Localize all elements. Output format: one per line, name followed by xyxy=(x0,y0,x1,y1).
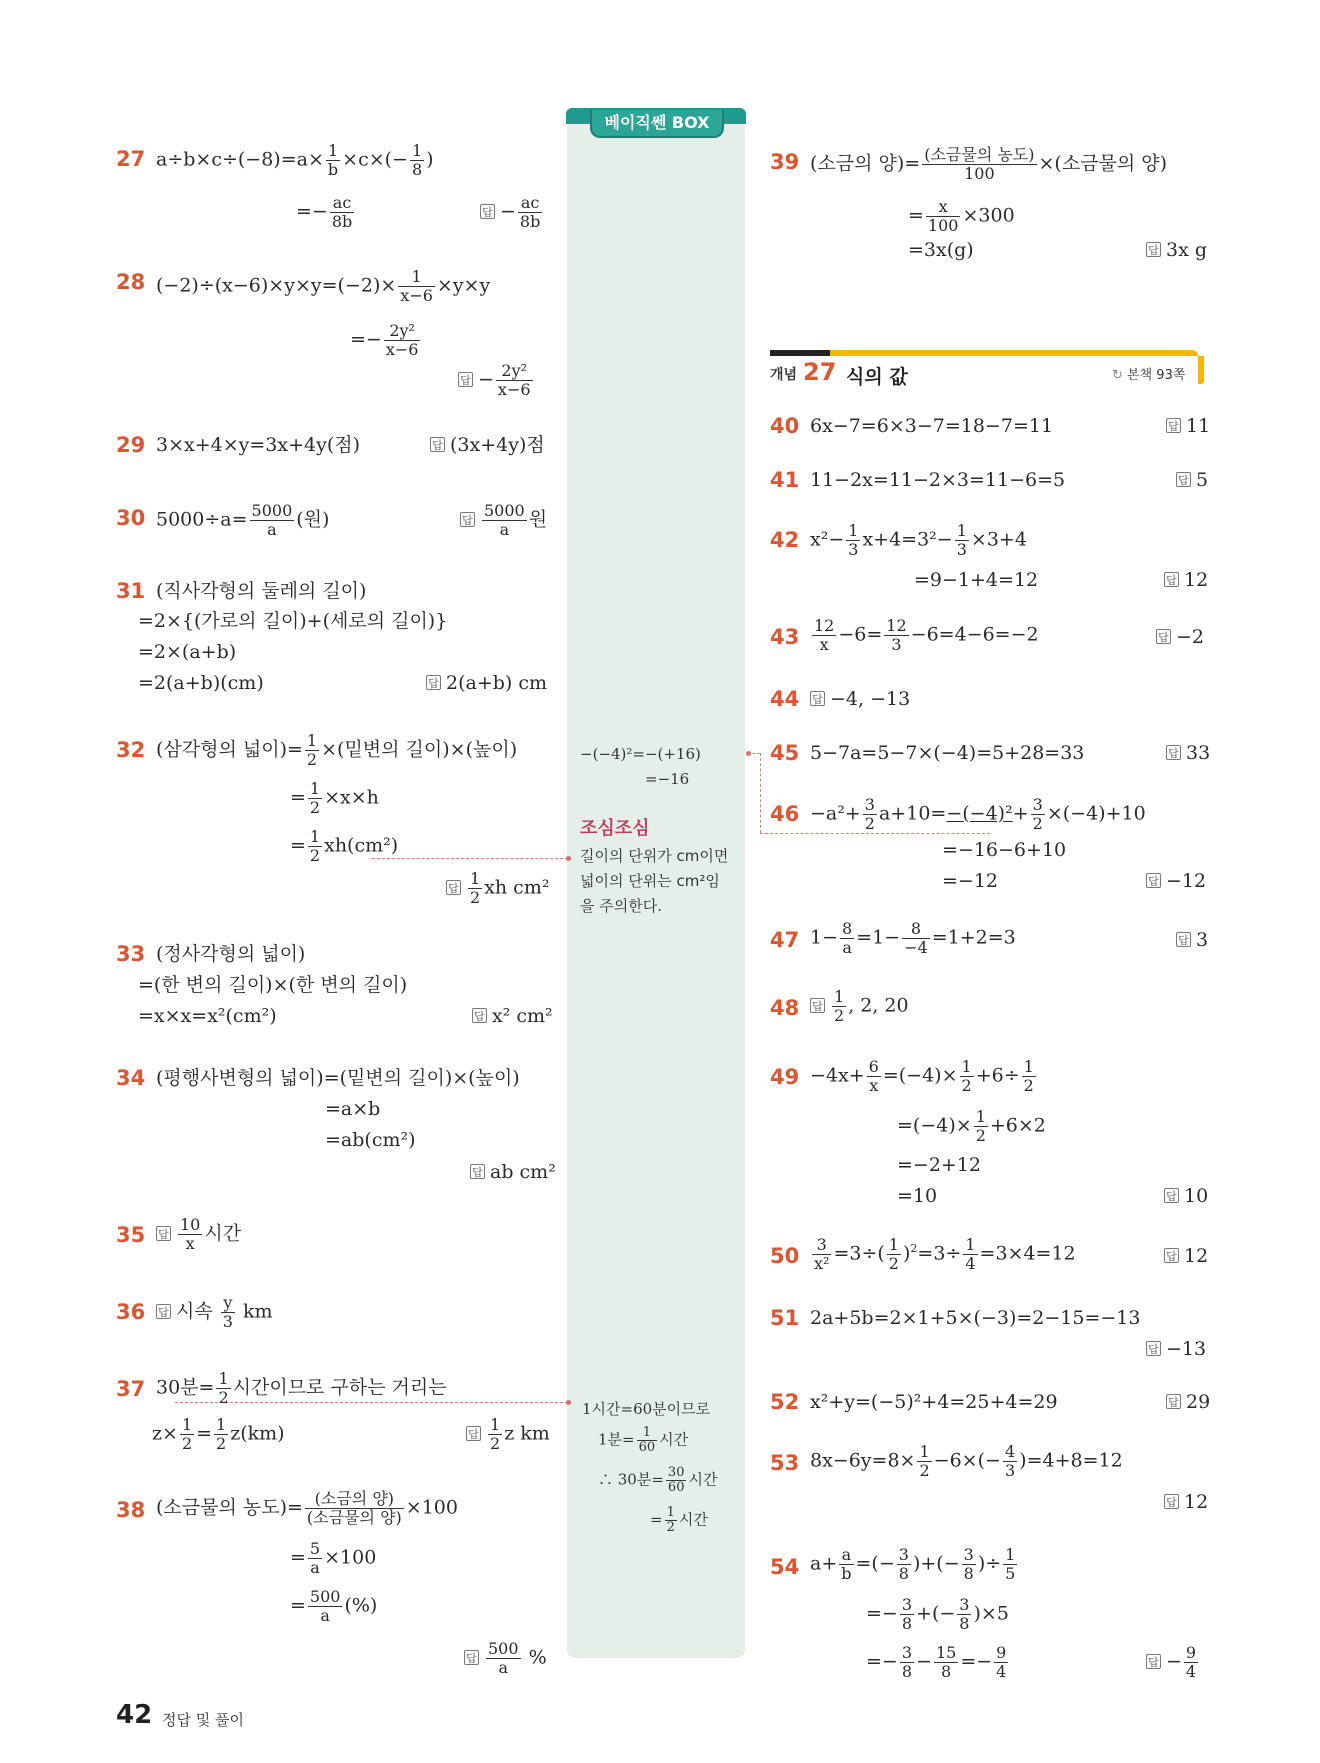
answer-mark-icon: 답 xyxy=(464,1650,479,1665)
p37-answer: 답 $\frac{1}{2}$ z km xyxy=(466,1416,550,1453)
answer-mark-icon: 답 xyxy=(1164,1494,1179,1509)
answer-mark-icon: 답 xyxy=(1164,1188,1179,1203)
note-square-line2: =−16 xyxy=(645,770,690,788)
problem-number: 38 xyxy=(116,1498,146,1522)
answer-mark-icon: 답 xyxy=(1166,418,1181,433)
p53-line1: 8x−6y=8× $\frac{1}{2}$ −6×(− $\frac{4}{3}$ )=4+8=12 xyxy=(810,1442,1123,1480)
answer-mark-icon: 답 xyxy=(1166,1394,1181,1409)
note-time-line4: = $\frac{1}{2}$ 시간 xyxy=(650,1505,708,1535)
problem-number: 50 xyxy=(770,1244,800,1268)
problem-number: 49 xyxy=(770,1065,800,1089)
p38-answer: 답 $\frac{500}{a}$ % xyxy=(464,1640,547,1677)
problem-number: 47 xyxy=(770,928,800,952)
problem-number: 33 xyxy=(116,942,146,966)
p39-line2: = $\frac{x}{100}$ ×300 xyxy=(908,197,1015,235)
p36-answer: 답 시속 $\frac{y}{3}$ km xyxy=(156,1294,273,1331)
p34-line2: =a×b xyxy=(325,1098,381,1120)
note-square-line1: −(−4)²=−(+16) xyxy=(580,745,701,763)
p28-line2: =− $\frac{\text{2y²}}{x-6}$ xyxy=(350,321,419,359)
p32-line2: = $\frac{1}{2}$ ×x×h xyxy=(290,779,379,817)
p40-line1: 6x−7=6×3−7=18−7=11 xyxy=(810,415,1054,437)
section-number: 27 xyxy=(803,358,837,386)
p49-line3: =−2+12 xyxy=(897,1154,982,1176)
p48-answer: 답 $\frac{1}{2}$ , 2, 20 xyxy=(810,988,909,1025)
p27-answer: 답 − $\frac{ac}{8b}$ xyxy=(480,194,544,231)
p31-line1: (직사각형의 둘레의 길이) xyxy=(156,580,367,602)
p54-line3: =− $\frac{3}{8}$ − $\frac{15}{8}$ =− $\frac{9}{4}$ xyxy=(866,1643,1007,1681)
refresh-icon: ↻ xyxy=(1112,368,1123,383)
answer-mark-icon: 답 xyxy=(1156,629,1171,644)
answer-mark-icon: 답 xyxy=(430,437,445,452)
section-ref: ↻ 본책 93쪽 xyxy=(1112,368,1186,383)
p46-line2: =−16−6+10 xyxy=(942,839,1067,861)
p42-line2: =9−1+4=12 xyxy=(914,569,1039,591)
answer-mark-icon: 답 xyxy=(1164,1248,1179,1263)
problem-number: 41 xyxy=(770,468,800,492)
p50-line1: $\frac{3}{\text{x²}}$ =3÷( $\frac{1}{2}$ )$^2$=3÷ $\frac{1}{4}$ =3×4=12 xyxy=(814,1235,1076,1273)
p41-line1: 11−2x=11−2×3=11−6=5 xyxy=(810,469,1066,491)
caution-line2: 넓이의 단위는 cm²임 xyxy=(580,872,720,890)
p32-line3: = $\frac{1}{2}$ xh(cm²) xyxy=(290,827,399,865)
problem-number: 42 xyxy=(770,528,800,552)
p46-line3: =−12 xyxy=(942,870,999,892)
problem-number: 31 xyxy=(116,579,146,603)
p52-line1: x²+y=(−5)²+4=25+4=29 xyxy=(810,1391,1058,1413)
note-time-line1: 1시간=60분이므로 xyxy=(582,1400,711,1418)
page-number: 42 xyxy=(116,1700,153,1730)
answer-mark-icon: 답 xyxy=(460,512,475,527)
p28-answer: 답 − $\frac{\text{2y²}}{x-6}$ xyxy=(458,362,535,399)
connector-46-h2 xyxy=(760,833,990,834)
p45-answer: 답 33 xyxy=(1166,741,1210,765)
connector-dot-37 xyxy=(566,1400,571,1405)
problem-number: 27 xyxy=(116,147,146,171)
basic-box-title: 베이직쎈 BOX xyxy=(590,110,724,138)
p37-line2: z× $\frac{1}{2}$ = $\frac{1}{2}$ z(km) xyxy=(152,1415,285,1453)
p29-answer: 답 (3x+4y)점 xyxy=(430,433,545,457)
answer-mark-icon: 답 xyxy=(1166,745,1181,760)
problem-number: 54 xyxy=(770,1555,800,1579)
p27-line2: =− $\frac{ac}{8b}$ xyxy=(296,193,353,231)
p44-answer: 답 −4, −13 xyxy=(810,687,910,711)
p32-answer: 답 $\frac{1}{2}$ xh cm² xyxy=(446,870,549,907)
problem-number: 51 xyxy=(770,1306,800,1330)
p33-answer: 답 x² cm² xyxy=(472,1004,553,1028)
p47-line1: 1− $\frac{8}{a}$ =1− $\frac{8}{-4}$ =1+2=3 xyxy=(810,919,1016,957)
p38-line2: = $\frac{5}{a}$ ×100 xyxy=(290,1539,377,1577)
problem-number: 34 xyxy=(116,1066,146,1090)
p54-line2: =− $\frac{3}{8}$ +(− $\frac{3}{8}$ )×5 xyxy=(866,1595,1009,1633)
answer-mark-icon: 답 xyxy=(446,880,461,895)
section-bar-yellow-end xyxy=(1198,356,1204,384)
problem-number: 30 xyxy=(116,506,146,530)
answer-mark-icon: 답 xyxy=(1164,572,1179,587)
answer-mark-icon: 답 xyxy=(466,1426,481,1441)
footer-label: 정답 및 풀이 xyxy=(162,1711,244,1729)
p39-line1: (소금의 양)= (소금물의 농도) 100 ×(소금물의 양) xyxy=(810,145,1168,183)
p39-answer: 답 3x g xyxy=(1146,238,1207,262)
p30-line1: 5000÷a= $\frac{5000}{a}$ (원) xyxy=(156,501,330,539)
answer-mark-icon: 답 xyxy=(1176,932,1191,947)
problem-number: 45 xyxy=(770,741,800,765)
p33-line3: =x×x=x²(cm²) xyxy=(138,1005,277,1027)
p49-line1: −4x+ $\frac{6}{x}$ =(−4)× $\frac{1}{2}$ +6÷ $\frac{1}{2}$ xyxy=(810,1057,1034,1095)
p49-answer: 답 10 xyxy=(1164,1184,1208,1208)
problem-number: 28 xyxy=(116,270,146,294)
answer-mark-icon: 답 xyxy=(470,1164,485,1179)
section-prefix: 개념 xyxy=(770,367,798,383)
p34-answer: 답 ab cm² xyxy=(470,1160,556,1184)
p31-line2: =2×{(가로의 길이)+(세로의 길이)} xyxy=(138,610,448,632)
p50-answer: 답 12 xyxy=(1164,1244,1208,1268)
p34-line3: =ab(cm²) xyxy=(325,1129,416,1151)
p29-line1: 3×x+4×y=3x+4y(점) xyxy=(156,434,361,456)
p53-answer: 답 12 xyxy=(1164,1490,1208,1514)
p43-answer: 답 −2 xyxy=(1156,625,1204,649)
caution-title: 조심조심 xyxy=(580,818,650,839)
p42-line1: x²− $\frac{1}{3}$ x+4=3²− $\frac{1}{3}$ ×3+4 xyxy=(810,521,1027,559)
p45-line1: 5−7a=5−7×(−4)=5+28=33 xyxy=(810,742,1085,764)
note-time-line3: ∴ 30분= $\frac{30}{60}$ 시간 xyxy=(598,1465,718,1495)
problem-number: 46 xyxy=(770,802,800,826)
p30-answer: 답 $\frac{5000}{a}$ 원 xyxy=(460,502,547,539)
answer-mark-icon: 답 xyxy=(472,1008,487,1023)
p34-line1: (평행사변형의 넓이)=(밑변의 길이)×(높이) xyxy=(156,1067,520,1089)
answer-mark-icon: 답 xyxy=(426,675,441,690)
p27-line1: a÷b×c÷(−8)=a× $\frac{1}{b}$ ×c×(− $\frac{1}{8}$ ) xyxy=(156,141,434,179)
caution-line3: 을 주의한다. xyxy=(580,897,662,915)
answer-mark-icon: 답 xyxy=(480,204,495,219)
note-time-line2: 1분= $\frac{1}{60}$ 시간 xyxy=(598,1425,689,1455)
p33-line2: =(한 변의 길이)×(한 변의 길이) xyxy=(138,974,408,996)
problem-number: 43 xyxy=(770,625,800,649)
p32-line1: (삼각형의 넓이)= $\frac{1}{2}$ ×(밑변의 길이)×(높이) xyxy=(156,731,518,769)
section-bar-dark xyxy=(770,350,830,356)
problem-number: 40 xyxy=(770,414,800,438)
section-bar-yellow xyxy=(830,350,1198,356)
p46-answer: 답 −12 xyxy=(1146,869,1206,893)
connector-46-v xyxy=(760,753,761,833)
answer-mark-icon: 답 xyxy=(1176,472,1191,487)
p37-line1: 30분= $\frac{1}{2}$ 시간이므로 구하는 거리는 xyxy=(156,1369,447,1407)
problem-number: 29 xyxy=(116,433,146,457)
p40-answer: 답 11 xyxy=(1166,414,1210,438)
p49-line2: =(−4)× $\frac{1}{2}$ +6×2 xyxy=(897,1107,1046,1145)
answer-mark-icon: 답 xyxy=(1146,873,1161,888)
p46-line1: −a²+ $\frac{3}{2}$ a+10=−(−4)²+ $\frac{3}{2}$ ×(−4)+10 xyxy=(810,795,1146,833)
answer-mark-icon: 답 xyxy=(1146,1341,1161,1356)
problem-number: 36 xyxy=(116,1300,146,1324)
p47-answer: 답 3 xyxy=(1176,928,1208,952)
connector-46-h1 xyxy=(748,753,760,754)
p38-line3: = $\frac{500}{a}$ (%) xyxy=(290,1587,378,1625)
p31-line3: =2×(a+b) xyxy=(138,641,237,663)
answer-mark-icon: 답 xyxy=(1146,242,1161,257)
p38-line1: (소금물의 농도)= (소금의 양) (소금물의 양) ×100 xyxy=(156,1489,458,1527)
answer-mark-icon: 답 xyxy=(810,691,825,706)
p43-line1: $\frac{12}{x}$ −6= $\frac{12}{3}$ −6=4−6=−2 xyxy=(814,616,1039,654)
p51-line1: 2a+5b=2×1+5×(−3)=2−15=−13 xyxy=(810,1307,1141,1329)
connector-32 xyxy=(372,858,568,859)
p28-line1: (−2)÷(x−6)×y×y=(−2)× $\frac{1}{x-6}$ ×y×y xyxy=(156,267,491,305)
answer-mark-icon: 답 xyxy=(810,998,825,1013)
problem-number: 39 xyxy=(770,150,800,174)
answer-mark-icon: 답 xyxy=(156,1226,171,1241)
problem-number: 37 xyxy=(116,1377,146,1401)
p35-answer: 답 $\frac{10}{x}$ 시간 xyxy=(156,1216,241,1253)
p39-line3: =3x(g) xyxy=(908,239,974,261)
p42-answer: 답 12 xyxy=(1164,568,1208,592)
caution-line1: 길이의 단위가 cm이면 xyxy=(580,847,729,865)
problem-number: 52 xyxy=(770,1390,800,1414)
p54-answer: 답 − $\frac{9}{4}$ xyxy=(1146,1644,1200,1681)
section-title: 식의 값 xyxy=(846,366,908,388)
problem-number: 32 xyxy=(116,738,146,762)
p31-answer: 답 2(a+b) cm xyxy=(426,671,547,695)
answer-mark-icon: 답 xyxy=(458,372,473,387)
p52-answer: 답 29 xyxy=(1166,1390,1210,1414)
p31-line4: =2(a+b)(cm) xyxy=(138,672,264,694)
p41-answer: 답 5 xyxy=(1176,468,1208,492)
problem-number: 48 xyxy=(770,996,800,1020)
problem-number: 53 xyxy=(770,1451,800,1475)
p54-line1: a+ $\frac{a}{b}$ =(− $\frac{3}{8}$ )+(− $\frac{3}{8}$ )÷ $\frac{1}{5}$ xyxy=(810,1545,1016,1583)
p49-line4: =10 xyxy=(897,1185,938,1207)
problem-number: 35 xyxy=(116,1223,146,1247)
problem-number: 44 xyxy=(770,687,800,711)
p33-line1: (정사각형의 넓이) xyxy=(156,943,306,965)
answer-mark-icon: 답 xyxy=(1146,1654,1161,1669)
connector-dot-32 xyxy=(566,856,571,861)
p51-answer: 답 −13 xyxy=(1146,1337,1206,1361)
answer-mark-icon: 답 xyxy=(156,1304,171,1319)
